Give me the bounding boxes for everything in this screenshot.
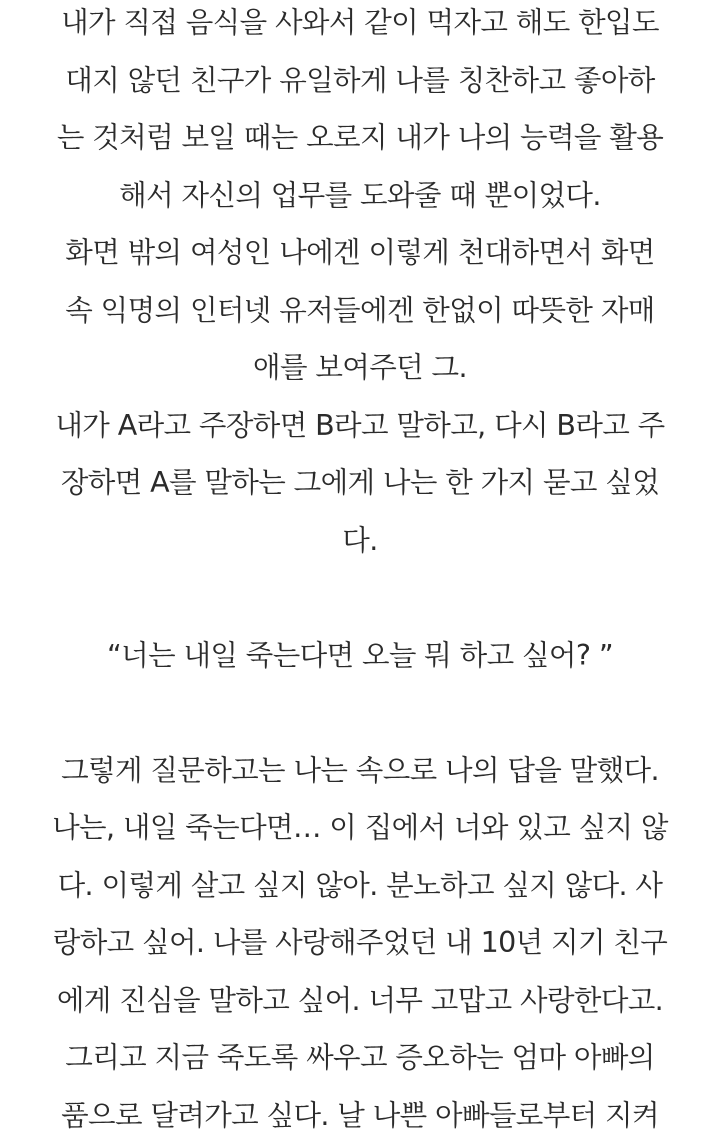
text-line: 그렇게 질문하고는 나는 속으로 나의 답을 말했다.	[0, 742, 720, 800]
text-line: 다. 이렇게 살고 싶지 않아. 분노하고 싶지 않다. 사	[0, 857, 720, 915]
text-line: 품으로 달려가고 싶다. 날 나쁜 아빠들로부터 지켜	[0, 1087, 720, 1144]
text-line: 그리고 지금 죽도록 싸우고 증오하는 엄마 아빠의	[0, 1029, 720, 1087]
text-line: 대지 않던 친구가 유일하게 나를 칭찬하고 좋아하	[0, 52, 720, 110]
text-line: 해서 자신의 업무를 도와줄 때 뿐이었다.	[0, 167, 720, 225]
text-line: 에게 진심을 말하고 싶어. 너무 고맙고 사랑한다고.	[0, 972, 720, 1030]
text-line: 내가 직접 음식을 사와서 같이 먹자고 해도 한입도	[0, 0, 720, 52]
text-line: 는 것처럼 보일 때는 오로지 내가 나의 능력을 활용	[0, 109, 720, 167]
paragraph-3	[0, 397, 720, 570]
text-line: 장하면 A를 말하는 그에게 나는 한 가지 묻고 싶었	[0, 454, 720, 512]
paragraph-1	[0, 0, 720, 224]
paragraph-4	[0, 742, 720, 1144]
text-line: 내가 A라고 주장하면 B라고 말하고, 다시 B라고 주	[0, 397, 720, 455]
blank-line	[0, 569, 720, 627]
text-line: 애를 보여주던 그.	[0, 339, 720, 397]
blank-line	[0, 684, 720, 742]
text-line: 나는, 내일 죽는다면… 이 집에서 너와 있고 싶지 않	[0, 799, 720, 857]
paragraph-2	[0, 224, 720, 397]
quote-line: “너는 내일 죽는다면 오늘 뭐 하고 싶어? ”	[0, 627, 720, 685]
text-line: 랑하고 싶어. 나를 사랑해주었던 내 10년 지기 친구	[0, 914, 720, 972]
text-line: 다.	[0, 512, 720, 570]
text-line: 속 익명의 인터넷 유저들에겐 한없이 따뜻한 자매	[0, 282, 720, 340]
text-line: 화면 밖의 여성인 나에겐 이렇게 천대하면서 화면	[0, 224, 720, 282]
